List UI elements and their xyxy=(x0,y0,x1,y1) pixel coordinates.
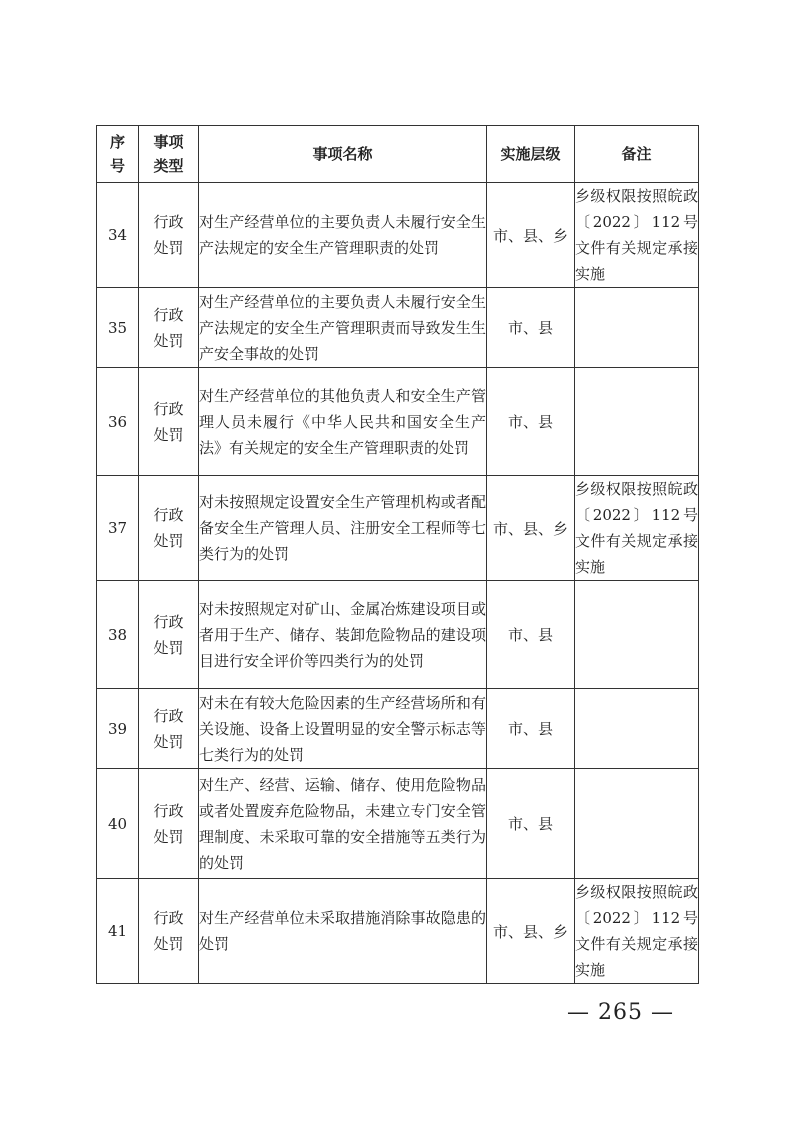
header-type: 事项类型 xyxy=(139,126,199,183)
row-level: 市、县、乡 xyxy=(487,476,575,581)
row-name: 对生产经营单位未采取措施消除事故隐患的处罚 xyxy=(199,879,487,984)
row-note: 乡级权限按照皖政〔2022〕112号文件有关规定承接实施 xyxy=(575,476,699,581)
row-index: 34 xyxy=(97,183,139,288)
table-row xyxy=(97,769,699,879)
row-note xyxy=(575,689,699,769)
table-row xyxy=(97,288,699,368)
row-level: 市、县 xyxy=(487,689,575,769)
row-index: 39 xyxy=(97,689,139,769)
row-name: 对生产经营单位的主要负责人未履行安全生产法规定的安全生产管理职责的处罚 xyxy=(199,183,487,288)
row-index: 40 xyxy=(97,769,139,879)
row-note: 乡级权限按照皖政〔2022〕112号文件有关规定承接实施 xyxy=(575,879,699,984)
row-type: 行政处罚 xyxy=(139,581,199,689)
row-note xyxy=(575,581,699,689)
row-name: 对生产经营单位的主要负责人未履行安全生产法规定的安全生产管理职责而导致发生生产安全事故的处罚 xyxy=(199,288,487,368)
row-name: 对生产、经营、运输、储存、使用危险物品或者处置废弃危险物品，未建立专门安全管理制度、未采取可靠的安全措施等五类行为的处罚 xyxy=(199,769,487,879)
row-type: 行政处罚 xyxy=(139,689,199,769)
row-name: 对生产经营单位的其他负责人和安全生产管理人员未履行《中华人民共和国安全生产法》有关规定的安全生产管理职责的处罚 xyxy=(199,368,487,476)
row-type: 行政处罚 xyxy=(139,368,199,476)
table-row xyxy=(97,689,699,769)
row-note xyxy=(575,368,699,476)
row-level: 市、县、乡 xyxy=(487,183,575,288)
row-note: 乡级权限按照皖政〔2022〕112号文件有关规定承接实施 xyxy=(575,183,699,288)
row-level: 市、县 xyxy=(487,288,575,368)
row-index: 37 xyxy=(97,476,139,581)
table-row xyxy=(97,183,699,288)
row-type: 行政处罚 xyxy=(139,476,199,581)
row-index: 41 xyxy=(97,879,139,984)
table-row xyxy=(97,581,699,689)
row-level: 市、县 xyxy=(487,368,575,476)
page-number: — 265 — xyxy=(567,1000,674,1025)
row-index: 38 xyxy=(97,581,139,689)
row-level: 市、县、乡 xyxy=(487,879,575,984)
row-type: 行政处罚 xyxy=(139,183,199,288)
header-row xyxy=(97,126,699,183)
row-type: 行政处罚 xyxy=(139,879,199,984)
table-row xyxy=(97,476,699,581)
header-note: 备注 xyxy=(575,126,699,183)
row-level: 市、县 xyxy=(487,581,575,689)
row-level: 市、县 xyxy=(487,769,575,879)
header-index: 序号 xyxy=(97,126,139,183)
row-name: 对未在有较大危险因素的生产经营场所和有关设施、设备上设置明显的安全警示标志等七类行为的处罚 xyxy=(199,689,487,769)
items-table xyxy=(96,125,699,984)
table-row xyxy=(97,879,699,984)
row-name: 对未按照规定设置安全生产管理机构或者配备安全生产管理人员、注册安全工程师等七类行为的处罚 xyxy=(199,476,487,581)
row-index: 36 xyxy=(97,368,139,476)
row-type: 行政处罚 xyxy=(139,769,199,879)
row-type: 行政处罚 xyxy=(139,288,199,368)
header-name: 事项名称 xyxy=(199,126,487,183)
row-note xyxy=(575,769,699,879)
row-note xyxy=(575,288,699,368)
row-index: 35 xyxy=(97,288,139,368)
row-name: 对未按照规定对矿山、金属冶炼建设项目或者用于生产、储存、装卸危险物品的建设项目进行安全评价等四类行为的处罚 xyxy=(199,581,487,689)
header-level: 实施层级 xyxy=(487,126,575,183)
table-row xyxy=(97,368,699,476)
